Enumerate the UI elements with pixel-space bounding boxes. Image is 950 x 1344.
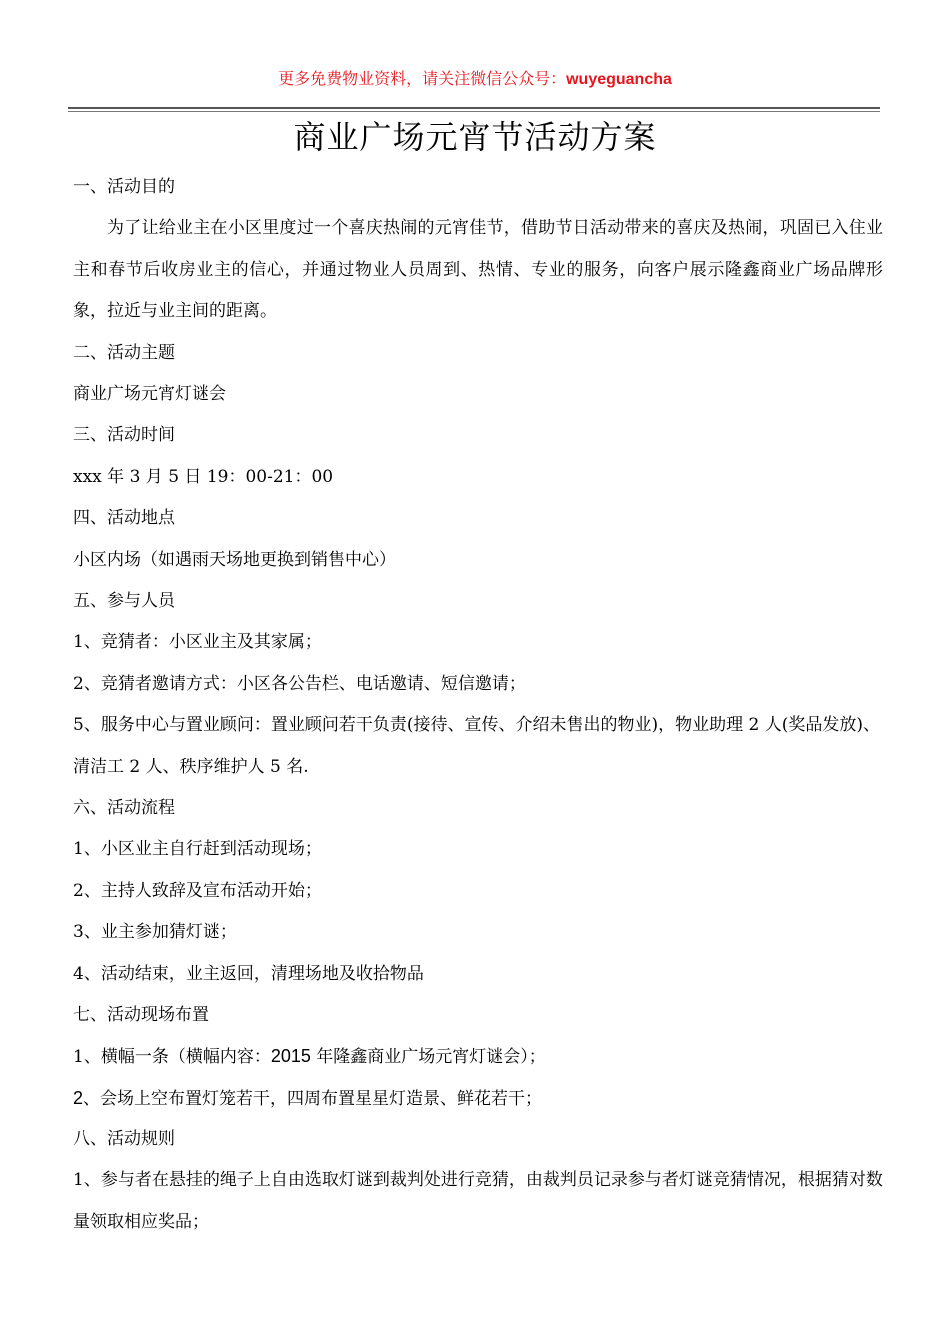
list-item: 4、活动结束，业主返回，清理场地及收拾物品: [73, 963, 424, 984]
list-item: 1、竞猜者：小区业主及其家属；: [73, 632, 322, 653]
list-item: 2、竞猜者邀请方式：小区各公告栏、电话邀请、短信邀请；: [73, 673, 526, 694]
section-heading-theme: 二、活动主题: [73, 342, 175, 363]
list-item: [73, 1036, 883, 1077]
section-heading-location: 四、活动地点: [73, 508, 175, 529]
purpose-paragraph: 为了让给业主在小区里度过一个喜庆热闹的元宵佳节，借助节日活动带来的喜庆及热闹，巩固已入住业主和春节后收房业主的信心，并通过物业人员周到、热情、专业的服务，向客户展示隆鑫商业广场品牌形象，拉近与业主间的距离。: [73, 218, 883, 322]
item-number: 2: [73, 1087, 84, 1108]
theme-text: 商业广场元宵灯谜会: [73, 384, 226, 404]
location-text: 小区内场（如遇雨天场地更换到销售中心）: [73, 549, 396, 570]
document-body: [73, 167, 883, 1243]
banner-year: 2015: [270, 1046, 311, 1067]
time-text: xxx 年 3 月 5 日 19：00-21：00: [73, 466, 334, 487]
list-item: 3、业主参加猜灯谜；: [73, 922, 237, 943]
list-item: 5、服务中心与置业顾问：置业顾问若干负责(接待、宣传、介绍未售出的物业)，物业助理 2 人(奖品发放)、清洁工 2 人、秩序维护人 5 名.: [73, 715, 880, 777]
section-heading-process: 六、活动流程: [73, 797, 175, 818]
banner-item-prefix: 1、横幅一条（横幅内容：: [73, 1047, 271, 1068]
wechat-account: wuyeguancha: [566, 71, 672, 88]
list-item: 2、主持人致辞及宣布活动开始；: [73, 880, 322, 901]
header-divider: [68, 107, 880, 109]
list-item: 1、小区业主自行赶到活动现场；: [73, 839, 322, 860]
section-heading-time: 三、活动时间: [73, 425, 175, 446]
section-heading-rules: 八、活动规则: [73, 1129, 175, 1150]
section-heading-participants: 五、参与人员: [73, 590, 175, 611]
list-item: [73, 1078, 883, 1119]
decor-item-text: 、会场上空布置灯笼若干，四周布置星星灯造景、鲜花若干；: [83, 1088, 543, 1109]
banner-item-suffix: 年隆鑫商业广场元宵灯谜会）；: [310, 1047, 546, 1068]
header-note-text: 更多免费物业资料，请关注微信公众号：: [278, 69, 567, 88]
section-heading-layout: 七、活动现场布置: [73, 1004, 209, 1025]
header-promo-note: [0, 66, 950, 89]
document-title: 商业广场元宵节活动方案: [293, 118, 657, 156]
section-heading-purpose: 一、活动目的: [73, 177, 175, 197]
list-item: 1、参与者在悬挂的绳子上自由选取灯谜到裁判处进行竞猜，由裁判员记录参与者灯谜竞猜情况，根据猜对数量领取相应奖品；: [73, 1170, 883, 1232]
